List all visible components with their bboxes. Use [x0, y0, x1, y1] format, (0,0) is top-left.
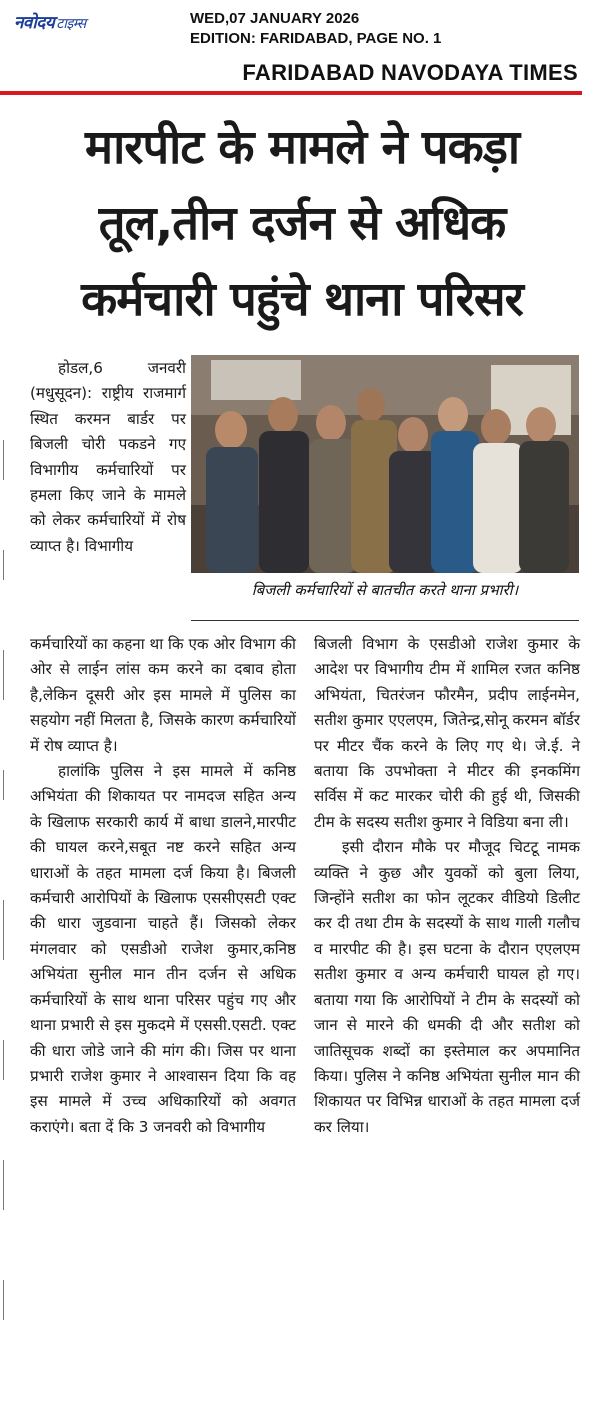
- headline-line: तूल,तीन दर्जन से अधिक: [98, 196, 506, 251]
- crowd-photo-illustration: [191, 355, 579, 573]
- article-intro-column: [30, 356, 186, 559]
- headline-line: कर्मचारी पहुंचे थाना परिसर: [81, 272, 523, 327]
- photo-caption: बिजली कर्मचारियों से बातचीत करते थाना प्रभारी।: [251, 581, 519, 599]
- article-paragraph: बिजली विभाग के एसडीओ राजेश कुमार के आदेश पर विभागीय टीम में शामिल रजत कनिष्ठ अभियंता, चितरंजन फौरमैन, प्रदीप लाईनमेन, सतीश कुमार एएलएम, जितेन्द्र,सोनू करमन बॉर्डर पर मीटर चैंक करने के लिए गए थे। जे.ई. ने बताया कि उपभोक्ता ने मीटर की इनकमिंग सर्विस में कट मारकर चोरी की हुई थी, जिसकी टीम के सदस्य सतीश कुमार ने विडिया बना ली।: [314, 635, 580, 831]
- section-banner: FARIDABAD NAVODAYA TIMES: [242, 60, 578, 85]
- logo-subtext: टाइम्स: [56, 16, 86, 32]
- edition-line: EDITION: FARIDABAD, PAGE NO. 1: [190, 30, 442, 47]
- masthead: [0, 0, 608, 60]
- news-photo: [191, 355, 579, 573]
- article-paragraph: हालांकि पुलिस ने इस मामले में कनिष्ठ अभियंता की शिकायत पर नामदज सहित अन्य के खिलाफ सरकारी कार्य में बाधा डालने,मारपीट की घायल करने,सबूत नष्ट करने सहित अन्य धाराओं के तहत मामला दर्ज किया है। बिजली कर्मचारी आरोपियों के खिलाफ एससीएसटी एक्ट की धारा जुडवाना चाहते हैं। जिसको लेकर मंगलवार को एसडीओ राजेश कुमार,कनिष्ठ अभियंता सुनील मान तीन दर्जन से अधिक कर्मचारियों के साथ थाना परिसर पहुंच गए और थाना प्रभारी से इस मुकदमे में एससी.एसटी. एक्ट की धारा जोडे जाने की मांग की। जिस पर थाना प्रभारी राजेश कुमार ने आश्वासन दिया कि वह इस मामले में उच्च अधिकारियों को अवगत कराएंगे। बता दें कि 3 जनवरी को विभागीय: [30, 762, 296, 1136]
- article-right-column: [314, 632, 580, 1140]
- caption-divider: [191, 620, 579, 621]
- date-line: WED,07 JANUARY 2026: [190, 10, 360, 27]
- article-intro: होडल,6 जनवरी (मधुसूदन): राष्ट्रीय राजमार्ग स्थित करमन बार्डर पर बिजली चोरी पकडने गए विभागीय कर्मचारियों पर हमला किए जाने के मामले को लेकर कर्मचारियों में रोष व्याप्त है। विभागीय: [30, 359, 186, 555]
- article-headline: [22, 110, 582, 338]
- article-paragraph: कर्मचारियों का कहना था कि एक ओर विभाग की ओर से लाईन लांस कम करने का दबाव होता है,लेकिन दूसरी ओर इस मामले में पुलिस का सहयोग नहीं मिलता है, जिसके कारण कर्मचारियों में रोष व्याप्त है।: [30, 635, 296, 755]
- newspaper-logo: [14, 10, 164, 34]
- headline-line: मारपीट के मामले ने पकड़ा: [84, 120, 520, 175]
- edition-info: [190, 9, 441, 49]
- logo-text: नवोदय: [14, 13, 55, 33]
- header-divider: [0, 91, 582, 95]
- article-left-column: [30, 632, 296, 1140]
- margin-edge-marks: [0, 440, 8, 1400]
- article-paragraph: इसी दौरान मौके पर मौजूद चिटटू नामक व्यक्ति ने कुछ और युवकों को बुला लिया, जिन्होंने सतीश का फोन लूटकर वीडियो डिलीट कर दी तथा टीम के सदस्यों के साथ गाली गलौच व मारपीट की है। इस घटना के दौरान एएलएम सतीश कुमार व अन्य कर्मचारी घायल हो गए। बताया गया कि आरोपियों ने टीम के सदस्यों को जान से मारने की धमकी दी और सतीश को जातिसूचक शब्दों का इस्तेमाल कर अपमानित किया। पुलिस ने कनिष्ठ अभियंता सुनील मान की शिकायत पर विभिन्न धाराओं के तहत मामला दर्ज कर लिया।: [314, 838, 580, 1136]
